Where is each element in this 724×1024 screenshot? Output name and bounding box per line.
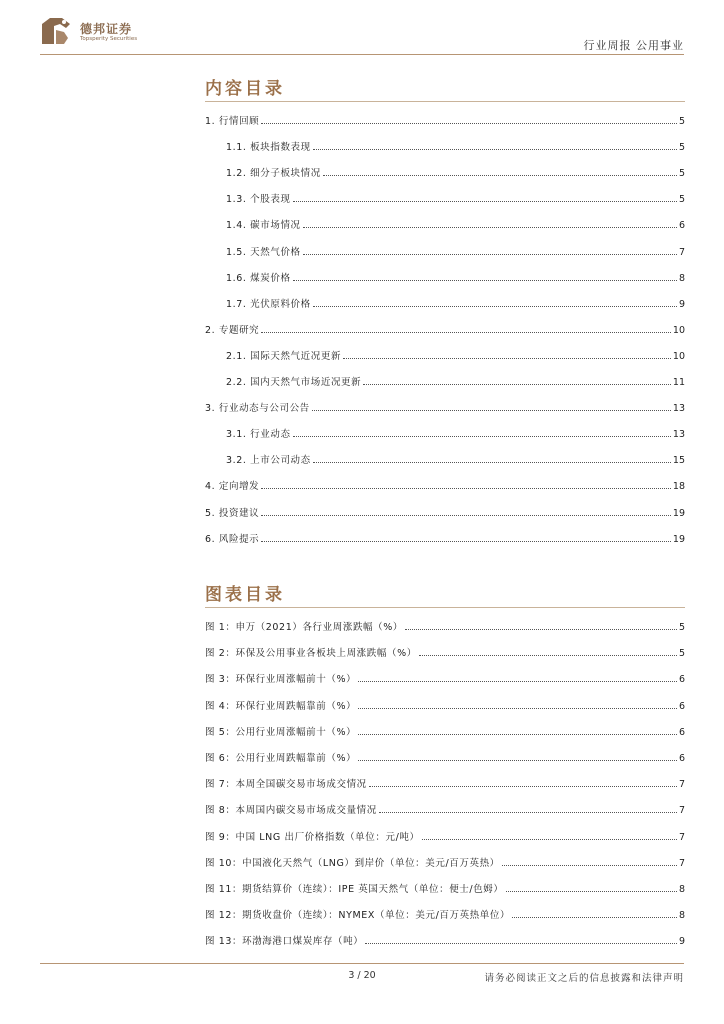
page-header	[0, 0, 724, 60]
dot-leader	[358, 760, 677, 761]
entry-label: 图 8：本周国内碳交易市场成交量情况	[205, 805, 377, 817]
toc-entry[interactable]	[205, 244, 685, 258]
toc-entry[interactable]	[205, 698, 685, 712]
entry-page-number: 10	[672, 324, 685, 336]
toc-entry[interactable]	[205, 505, 685, 519]
toc-list	[205, 113, 685, 555]
toc-entry[interactable]	[205, 829, 685, 843]
footer-divider	[40, 963, 684, 964]
entry-page-number: 7	[678, 805, 685, 817]
dot-leader	[422, 839, 677, 840]
entry-label: 1.2. 细分子板块情况	[226, 168, 321, 180]
entry-page-number: 6	[678, 674, 685, 686]
entry-page-number: 13	[672, 429, 685, 441]
toc-entry[interactable]	[205, 400, 685, 414]
dot-leader	[323, 175, 677, 176]
toc-entry[interactable]	[205, 478, 685, 492]
entry-page-number: 8	[678, 272, 685, 284]
dot-leader	[303, 254, 677, 255]
entry-label: 1.5. 天然气价格	[226, 246, 301, 258]
entry-page-number: 8	[678, 910, 685, 922]
dot-leader	[261, 541, 671, 542]
dot-leader	[365, 943, 677, 944]
toc-title-divider	[205, 101, 685, 102]
dot-leader	[293, 436, 671, 437]
entry-label: 图 7：本周全国碳交易市场成交情况	[205, 779, 367, 791]
toc-entry[interactable]	[205, 881, 685, 895]
entry-page-number: 5	[678, 142, 685, 154]
dot-leader	[502, 865, 677, 866]
entry-page-number: 13	[672, 403, 685, 415]
entry-label: 6. 风险提示	[205, 533, 260, 545]
entry-label: 图 4：环保行业周跌幅靠前（%）	[205, 700, 357, 712]
toc-entry[interactable]	[205, 139, 685, 153]
logo-english-name: Topsperity Securities	[80, 36, 138, 42]
toc-entry[interactable]	[205, 750, 685, 764]
toc-entry[interactable]	[205, 724, 685, 738]
toc-entry[interactable]	[205, 645, 685, 659]
figures-title: 图表目录	[205, 585, 285, 605]
entry-label: 4. 定向增发	[205, 481, 260, 493]
toc-entry[interactable]	[205, 426, 685, 440]
page-number: 3 / 20	[348, 970, 376, 981]
entry-label: 图 12：期货收盘价（连续）：NYMEX（单位：美元/百万英热单位）	[205, 910, 511, 922]
toc-title: 内容目录	[205, 79, 285, 99]
entry-label: 2. 专题研究	[205, 324, 260, 336]
entry-page-number: 19	[672, 533, 685, 545]
entry-label: 图 6：公用行业周跌幅靠前（%）	[205, 753, 357, 764]
entry-page-number: 5	[678, 648, 685, 660]
report-type: 行业周报 公用事业	[583, 39, 684, 52]
entry-label: 1.4. 碳市场情况	[226, 220, 301, 232]
entry-page-number: 10	[672, 350, 685, 362]
disclaimer-text: 请务必阅读正文之后的信息披露和法律声明	[484, 973, 684, 984]
toc-entry[interactable]	[205, 217, 685, 231]
toc-entry[interactable]	[205, 165, 685, 179]
entry-page-number: 19	[672, 507, 685, 519]
header-divider	[40, 54, 684, 55]
entry-label: 1.1. 板块指数表现	[226, 142, 311, 154]
entry-label: 图 10：中国液化天然气（LNG）到岸价（单位：美元/百万英热）	[205, 857, 500, 869]
entry-page-number: 18	[672, 481, 685, 493]
entry-label: 2.1. 国际天然气近况更新	[226, 350, 342, 362]
dot-leader	[419, 655, 677, 656]
entry-page-number: 5	[678, 194, 685, 206]
entry-page-number: 9	[678, 936, 685, 948]
entry-label: 2.2. 国内天然气市场近况更新	[226, 377, 362, 388]
dot-leader	[261, 515, 671, 516]
entry-label: 图 5：公用行业周涨幅前十（%）	[205, 726, 357, 738]
entry-label: 图 1：申万（2021）各行业周涨跌幅（%）	[205, 622, 403, 633]
entry-page-number: 6	[678, 726, 685, 738]
entry-label: 1. 行情回顾	[205, 116, 260, 127]
entry-page-number: 7	[678, 857, 685, 869]
figures-title-divider	[205, 607, 685, 608]
toc-entry[interactable]	[205, 348, 685, 362]
toc-entry[interactable]	[205, 531, 685, 545]
entry-page-number: 6	[678, 220, 685, 232]
figures-list	[205, 619, 685, 959]
dot-leader	[293, 280, 677, 281]
entry-label: 1.3. 个股表现	[226, 194, 291, 206]
entry-label: 5. 投资建议	[205, 507, 260, 519]
toc-entry[interactable]	[205, 374, 685, 388]
entry-label: 图 13：环渤海港口煤炭库存（吨）	[205, 936, 364, 948]
entry-label: 图 9：中国 LNG 出厂价格指数（单位：元/吨）	[205, 831, 420, 843]
toc-entry[interactable]	[205, 855, 685, 869]
dot-leader	[363, 384, 671, 385]
dot-leader	[313, 306, 677, 307]
dot-leader	[303, 227, 677, 228]
dot-leader	[506, 891, 677, 892]
toc-entry[interactable]	[205, 113, 685, 127]
toc-entry[interactable]	[205, 671, 685, 685]
entry-page-number: 7	[678, 246, 685, 258]
dot-leader	[358, 708, 677, 709]
entry-page-number: 6	[678, 700, 685, 712]
entry-label: 3. 行业动态与公司公告	[205, 403, 310, 415]
dot-leader	[293, 201, 677, 202]
entry-page-number: 5	[678, 622, 685, 633]
dot-leader	[313, 149, 677, 150]
company-logo	[40, 14, 150, 48]
logo-mark-icon	[40, 14, 74, 48]
entry-label: 3.2. 上市公司动态	[226, 455, 311, 467]
logo-chinese-name: 德邦证券	[80, 22, 133, 36]
toc-entry[interactable]	[205, 776, 685, 790]
dot-leader	[358, 681, 677, 682]
dot-leader	[261, 332, 671, 333]
entry-page-number: 6	[678, 753, 685, 764]
entry-page-number: 11	[672, 377, 685, 388]
dot-leader	[313, 462, 671, 463]
toc-entry[interactable]	[205, 270, 685, 284]
dot-leader	[405, 629, 677, 630]
dot-leader	[379, 812, 677, 813]
dot-leader	[512, 917, 677, 918]
dot-leader	[261, 488, 671, 489]
toc-entry[interactable]	[205, 907, 685, 921]
dot-leader	[343, 358, 671, 359]
toc-entry[interactable]	[205, 619, 685, 633]
entry-page-number: 5	[678, 116, 685, 127]
entry-label: 图 3：环保行业周涨幅前十（%）	[205, 674, 357, 686]
entry-page-number: 15	[672, 455, 685, 467]
toc-entry[interactable]	[205, 933, 685, 947]
toc-entry[interactable]	[205, 802, 685, 816]
entry-page-number: 8	[678, 884, 685, 895]
toc-entry[interactable]	[205, 191, 685, 205]
entry-page-number: 7	[678, 831, 685, 843]
toc-entry[interactable]	[205, 296, 685, 310]
dot-leader	[312, 410, 671, 411]
entry-label: 图 11：期货结算价（连续）：IPE 英国天然气（单位：便士/色姆）	[205, 884, 504, 895]
entry-label: 1.6. 煤炭价格	[226, 272, 291, 284]
dot-leader	[369, 786, 677, 787]
dot-leader	[358, 734, 677, 735]
entry-label: 1.7. 光伏原料价格	[226, 298, 311, 310]
entry-page-number: 9	[678, 298, 685, 310]
toc-entry[interactable]	[205, 322, 685, 336]
toc-entry[interactable]	[205, 452, 685, 466]
entry-page-number: 7	[678, 779, 685, 791]
dot-leader	[261, 123, 677, 124]
entry-label: 3.1. 行业动态	[226, 429, 291, 441]
entry-page-number: 5	[678, 168, 685, 180]
entry-label: 图 2：环保及公用事业各板块上周涨跌幅（%）	[205, 648, 417, 660]
